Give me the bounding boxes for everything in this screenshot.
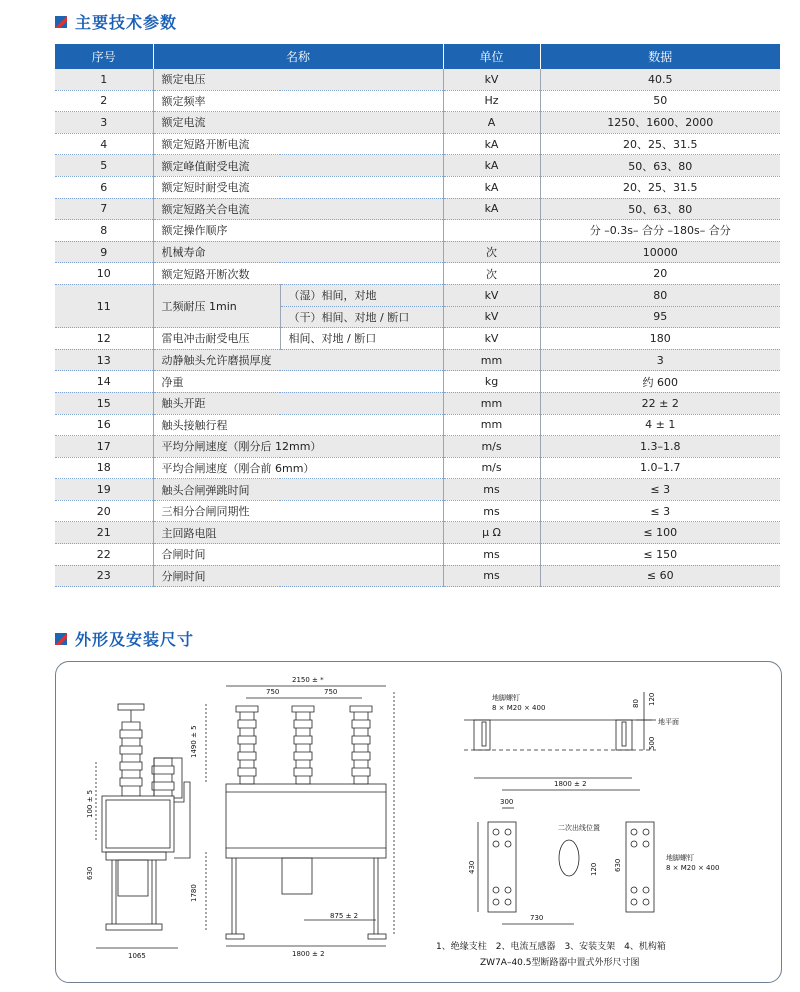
section-title-dimensions: 外形及安装尺寸 (75, 630, 195, 649)
row-unit: kA (443, 155, 540, 177)
anchor-spec: 8 × M20 × 400 (492, 704, 546, 712)
row-value: 3 (540, 349, 780, 371)
row-no: 16 (55, 414, 153, 436)
dim-label: 750 (266, 688, 280, 696)
row-unit: A (443, 112, 540, 134)
row-value: 50、63、80 (540, 198, 780, 220)
row-name: 额定电压 (153, 69, 443, 90)
row-unit (443, 220, 540, 242)
row-value: ≤ 100 (540, 522, 780, 544)
row-unit: kA (443, 133, 540, 155)
row-no: 17 (55, 436, 153, 458)
dim-label: 1780 (190, 884, 198, 902)
row-unit: ms (443, 565, 540, 587)
row-no: 5 (55, 155, 153, 177)
dimension-drawing (55, 661, 782, 983)
table-row (55, 371, 780, 393)
table-row (55, 241, 780, 263)
row-name: 额定电流 (153, 112, 443, 134)
row-name: 触头合闸弹跳时间 (153, 479, 443, 501)
row-unit: kV (443, 306, 540, 328)
row-no: 12 (55, 328, 153, 350)
front-view (226, 686, 394, 946)
row-value: 20 (540, 263, 780, 285)
dim-label: 1065 (128, 952, 146, 960)
table-row (55, 198, 780, 220)
section-marker-icon (55, 633, 67, 645)
row-value: 10000 (540, 241, 780, 263)
dim-label: 730 (530, 914, 544, 922)
drawing-legend: 1、绝缘支柱 2、电流互感器 3、安装支架 4、机构箱 (436, 942, 666, 952)
header-value: 数据 (540, 44, 780, 69)
row-value: 20、25、31.5 (540, 133, 780, 155)
row-sub: 相间、对地 / 断口 (280, 328, 443, 350)
row-unit: kg (443, 371, 540, 393)
row-no: 9 (55, 241, 153, 263)
table-row (55, 90, 780, 112)
row-value: 1.3–1.8 (540, 436, 780, 458)
row-name: 额定短路开断电流 (153, 133, 443, 155)
dim-label: 875 ± 2 (330, 912, 359, 920)
section-heading-specs (55, 10, 177, 33)
row-value: 22 ± 2 (540, 392, 780, 414)
row-unit: ms (443, 479, 540, 501)
table-row (55, 457, 780, 479)
row-no: 15 (55, 392, 153, 414)
row-name: 分闸时间 (153, 565, 443, 587)
header-no: 序号 (55, 44, 153, 69)
ground-label: 地平面 (658, 718, 679, 726)
row-no: 10 (55, 263, 153, 285)
row-no: 7 (55, 198, 153, 220)
dim-label: 630 (86, 866, 94, 880)
row-no: 1 (55, 69, 153, 90)
dim-label: 120 (590, 862, 598, 876)
row-unit: ms (443, 544, 540, 566)
row-no: 14 (55, 371, 153, 393)
dim-label: 750 (324, 688, 338, 696)
row-value: 1250、1600、2000 (540, 112, 780, 134)
table-row (55, 544, 780, 566)
row-value: ≤ 3 (540, 500, 780, 522)
dim-label: 300 (500, 798, 514, 806)
table-row (55, 112, 780, 134)
table-row (55, 328, 780, 350)
row-name: 触头开距 (153, 392, 443, 414)
row-value: ≤ 150 (540, 544, 780, 566)
row-value: 分 –0.3s– 合分 –180s– 合分 (540, 220, 780, 242)
row-unit: ms (443, 500, 540, 522)
row-no: 6 (55, 176, 153, 198)
row-no: 3 (55, 112, 153, 134)
row-no: 23 (55, 565, 153, 587)
row-no: 4 (55, 133, 153, 155)
row-unit: 次 (443, 263, 540, 285)
row-name: 平均分闸速度（刚分后 12mm） (153, 436, 443, 458)
row-name: 额定操作顺序 (153, 220, 443, 242)
table-row (55, 349, 780, 371)
row-no: 20 (55, 500, 153, 522)
row-name: 额定短路关合电流 (153, 198, 443, 220)
row-value: 约 600 (540, 371, 780, 393)
row-unit: kA (443, 176, 540, 198)
row-no: 22 (55, 544, 153, 566)
dim-label: 2150 ± * (292, 676, 324, 684)
row-no: 19 (55, 479, 153, 501)
row-no: 18 (55, 457, 153, 479)
row-unit: Hz (443, 90, 540, 112)
table-row (55, 414, 780, 436)
spec-table (55, 44, 780, 587)
anchor-label: 地脚螺钉 (492, 694, 520, 702)
row-unit: m/s (443, 436, 540, 458)
row-unit: mm (443, 392, 540, 414)
row-name: 工频耐压 1min (153, 284, 280, 327)
table-row (55, 436, 780, 458)
row-name: 雷电冲击耐受电压 (153, 328, 280, 350)
dim-label: 80 (632, 699, 640, 708)
row-value: ≤ 60 (540, 565, 780, 587)
row-no: 21 (55, 522, 153, 544)
row-value: 50 (540, 90, 780, 112)
row-sub: （干）相间、对地 / 断口 (280, 306, 443, 328)
row-name: 动静触头允许磨损厚度 (153, 349, 443, 371)
row-value: ≤ 3 (540, 479, 780, 501)
table-row (55, 69, 780, 90)
table-row (55, 176, 780, 198)
row-no: 2 (55, 90, 153, 112)
row-value: 40.5 (540, 69, 780, 90)
row-sub: （湿）相间，对地 (280, 284, 443, 306)
row-name: 三相分合闸同期性 (153, 500, 443, 522)
table-row (55, 155, 780, 177)
row-value: 95 (540, 306, 780, 328)
section-heading-dimensions (55, 627, 194, 650)
dim-label: 100 ± 5 (86, 789, 94, 818)
row-no: 8 (55, 220, 153, 242)
foundation-view (464, 692, 656, 924)
row-unit: 次 (443, 241, 540, 263)
row-unit: kV (443, 69, 540, 90)
anchor-label: 地脚螺钉 (666, 854, 694, 862)
dim-label: 500 (648, 736, 656, 750)
row-unit: kA (443, 198, 540, 220)
row-name: 触头接触行程 (153, 414, 443, 436)
dim-label: 1490 ± 5 (190, 725, 198, 758)
row-name: 合闸时间 (153, 544, 443, 566)
secondary-label: 二次出线位置 (558, 824, 600, 832)
dim-label: 1800 ± 2 (554, 780, 587, 788)
row-name: 额定频率 (153, 90, 443, 112)
table-row (55, 133, 780, 155)
row-value: 20、25、31.5 (540, 176, 780, 198)
drawing-caption: ZW7A–40.5型断路器中置式外形尺寸图 (480, 958, 640, 968)
row-value: 1.0–1.7 (540, 457, 780, 479)
table-header-row (55, 44, 780, 69)
row-value: 50、63、80 (540, 155, 780, 177)
header-unit: 单位 (443, 44, 540, 69)
row-value: 80 (540, 284, 780, 306)
table-row (55, 522, 780, 544)
row-value: 4 ± 1 (540, 414, 780, 436)
table-row (55, 263, 780, 285)
header-name: 名称 (153, 44, 443, 69)
row-name: 机械寿命 (153, 241, 443, 263)
section-marker-icon (55, 16, 67, 28)
table-row (55, 500, 780, 522)
dim-label: 120 (648, 692, 656, 706)
row-unit: μ Ω (443, 522, 540, 544)
table-row (55, 565, 780, 587)
table-row (55, 479, 780, 501)
row-unit: kV (443, 328, 540, 350)
dim-label: 1800 ± 2 (292, 950, 325, 958)
outline-drawing (56, 662, 781, 982)
table-row (55, 220, 780, 242)
row-unit: m/s (443, 457, 540, 479)
row-unit: mm (443, 349, 540, 371)
table-row (55, 284, 780, 306)
table-row (55, 392, 780, 414)
row-no: 11 (55, 284, 153, 327)
row-no: 13 (55, 349, 153, 371)
row-unit: kV (443, 284, 540, 306)
section-title-specs: 主要技术参数 (75, 13, 178, 32)
row-name: 净重 (153, 371, 443, 393)
anchor-spec: 8 × M20 × 400 (666, 864, 720, 872)
row-name: 额定峰值耐受电流 (153, 155, 443, 177)
row-unit: mm (443, 414, 540, 436)
dim-label: 430 (468, 860, 476, 874)
row-name: 主回路电阻 (153, 522, 443, 544)
row-name: 平均合闸速度（刚合前 6mm） (153, 457, 443, 479)
dim-label: 630 (614, 858, 622, 872)
row-name: 额定短时耐受电流 (153, 176, 443, 198)
row-value: 180 (540, 328, 780, 350)
row-name: 额定短路开断次数 (153, 263, 443, 285)
